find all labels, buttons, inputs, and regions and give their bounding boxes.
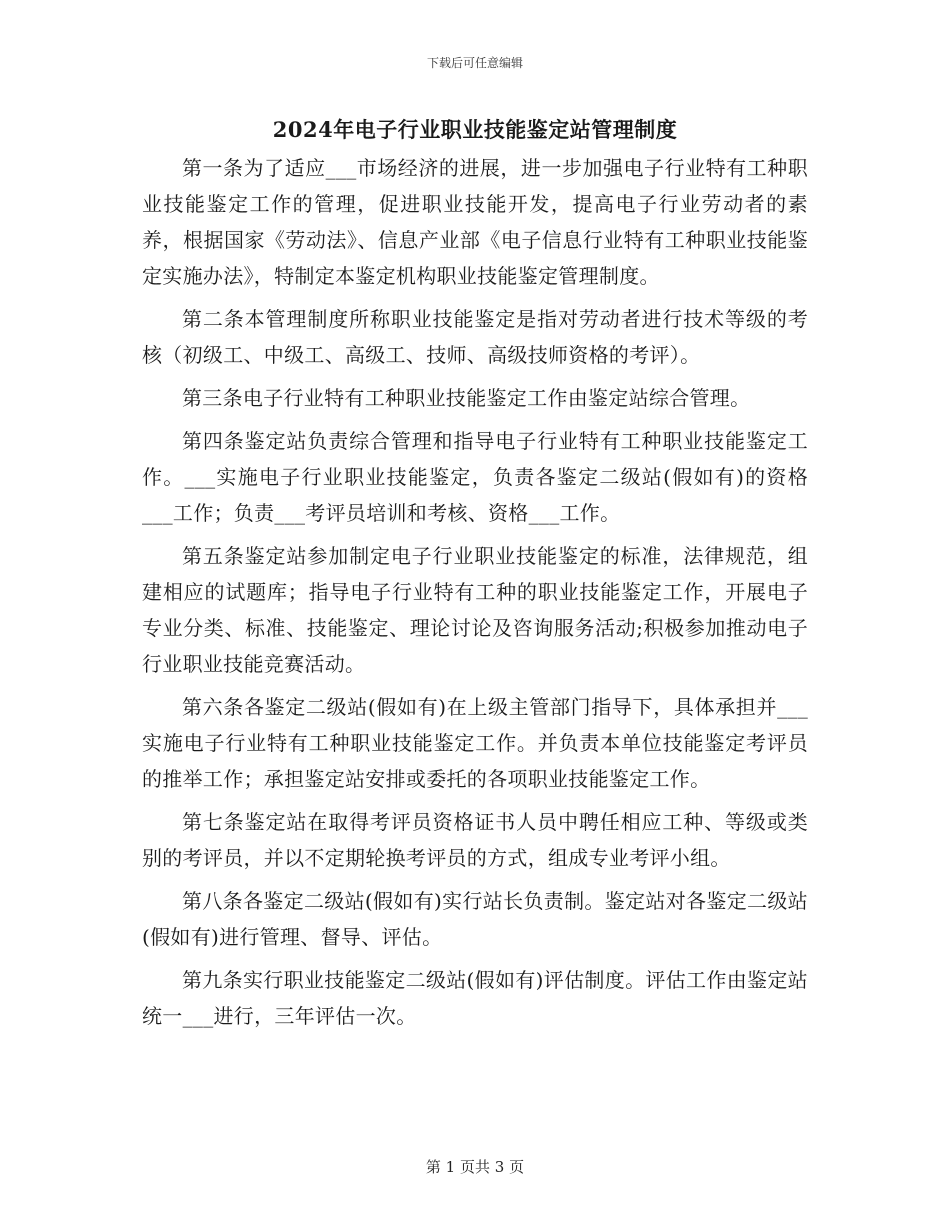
article-1: 第一条为了适应___市场经济的进展，进一步加强电子行业特有工种职业技能鉴定工作的管理，促进职业技能开发，提高电子行业劳动者的素养，根据国家《劳动法》、信息产业部《电子信息行业特有工种职业技能鉴定实施办法》，特制定本鉴定机构职业技能鉴定管理制度。 <box>142 156 808 288</box>
document-title: 2024年电子行业职业技能鉴定站管理制度 <box>272 117 678 142</box>
article-9: 第九条实行职业技能鉴定二级站(假如有)评估制度。评估工作由鉴定站统一___进行，三年评估一次。 <box>142 968 808 1028</box>
article-6: 第六条各鉴定二级站(假如有)在上级主管部门指导下，具体承担并___实施电子行业特有工种职业技能鉴定工作。并负责本单位技能鉴定考评员的推举工作；承担鉴定站安排或委托的各项职业技能鉴定工作。 <box>142 695 808 791</box>
article-7: 第七条鉴定站在取得考评员资格证书人员中聘任相应工种、等级或类别的考评员，并以不定期轮换考评员的方式，组成专业考评小组。 <box>142 810 808 870</box>
article-8: 第八条各鉴定二级站(假如有)实行站长负责制。鉴定站对各鉴定二级站(假如有)进行管理、督导、评估。 <box>142 889 808 949</box>
article-5: 第五条鉴定站参加制定电子行业职业技能鉴定的标准，法律规范，组建相应的试题库；指导电子行业特有工种的职业技能鉴定工作，开展电子专业分类、标准、技能鉴定、理论讨论及咨询服务活动;积极参加推动电子行业职业技能竞赛活动。 <box>142 544 808 676</box>
header-note: 下载后可任意编辑 <box>426 56 523 70</box>
article-2: 第二条本管理制度所称职业技能鉴定是指对劳动者进行技术等级的考核（初级工、中级工、高级工、技师、高级技师资格的考评）。 <box>142 307 808 367</box>
article-3: 第三条电子行业特有工种职业技能鉴定工作由鉴定站综合管理。 <box>182 386 751 410</box>
page-indicator: 第 1 页共 3 页 <box>425 1158 525 1176</box>
article-4: 第四条鉴定站负责综合管理和指导电子行业特有工种职业技能鉴定工作。___实施电子行业职业技能鉴定，负责各鉴定二级站(假如有)的资格___工作；负责___考评员培训和考核、资格___工作。 <box>142 429 808 525</box>
document-body <box>142 150 808 1041</box>
